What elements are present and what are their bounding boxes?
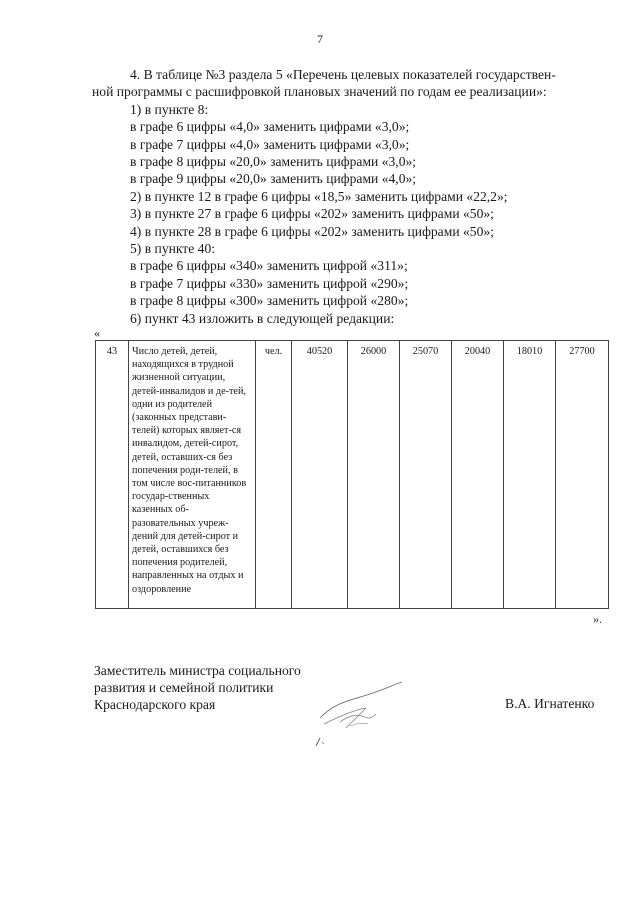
row-number-cell: 43	[96, 341, 129, 609]
paragraph-intro-line2: ной программы с расшифровкой плановых значений по годам ее реализации»:	[92, 84, 547, 100]
item-3: 3) в пункте 27 в графе 6 цифры «202» заменить цифрами «50»;	[130, 206, 494, 222]
item-1a: в графе 6 цифры «4,0» заменить цифрами «3,0»;	[130, 119, 410, 135]
signatory-title	[94, 662, 301, 713]
signatory-title-line3: Краснодарского края	[94, 697, 216, 712]
item-1: 1) в пункте 8:	[130, 101, 209, 117]
item-1d: в графе 9 цифры «20,0» заменить цифрами «4,0»;	[130, 171, 417, 187]
item-5a: в графе 6 цифры «340» заменить цифрой «311»;	[130, 258, 408, 274]
item-6: 6) пункт 43 изложить в следующей редакции:	[130, 310, 395, 326]
value-cell: 20040	[452, 341, 504, 609]
item-4: 4) в пункте 28 в графе 6 цифры «202» заменить цифрами «50»;	[130, 223, 494, 239]
value-cell: 26000	[348, 341, 400, 609]
item-5: 5) в пункте 40:	[130, 241, 216, 257]
signer-name: В.А. Игнатенко	[505, 696, 595, 711]
amendment-text	[92, 66, 622, 327]
item-2: 2) в пункте 12 в графе 6 цифры «18,5» заменить цифрами «22,2»;	[130, 188, 508, 204]
indicator-table	[95, 340, 609, 609]
item-1b: в графе 7 цифры «4,0» заменить цифрами «3,0»;	[130, 136, 410, 152]
table-row	[96, 341, 609, 609]
item-1c: в графе 8 цифры «20,0» заменить цифрами «3,0»;	[130, 154, 417, 170]
value-cell: 27700	[556, 341, 609, 609]
item-5b: в графе 7 цифры «330» заменить цифрой «290»;	[130, 275, 409, 291]
value-cell: 40520	[292, 341, 348, 609]
indicator-description-cell: Число детей, детей, находящихся в трудной жизненной ситуации, детей-инвалидов и де-тей, одни из родителей (законных представи-телей) которых являет-ся инвалидом, детей-сирот, детей, оставших-ся без попечения роди-телей, в том числе вос-питанников государ-ственных казенных об-разовательных учреж-дений для детей-сирот и детей, оставшихся без попечения родителей, направленных на отдых и оздоровление	[129, 341, 256, 609]
quote-close: ».	[593, 612, 602, 626]
item-5c: в графе 8 цифры «300» заменить цифрой «280»;	[130, 293, 409, 309]
unit-cell: чел.	[256, 341, 292, 609]
handwritten-signature-icon	[310, 680, 410, 752]
value-cell: 18010	[504, 341, 556, 609]
quote-open: «	[94, 326, 100, 340]
signatory-title-line1: Заместитель министра социального	[94, 663, 301, 678]
signatory-title-line2: развития и семейной политики	[94, 680, 274, 695]
value-cell: 25070	[400, 341, 452, 609]
paragraph-intro-line1: 4. В таблице №3 раздела 5 «Перечень целевых показателей государствен-	[130, 67, 556, 82]
page-number: 7	[317, 32, 323, 46]
